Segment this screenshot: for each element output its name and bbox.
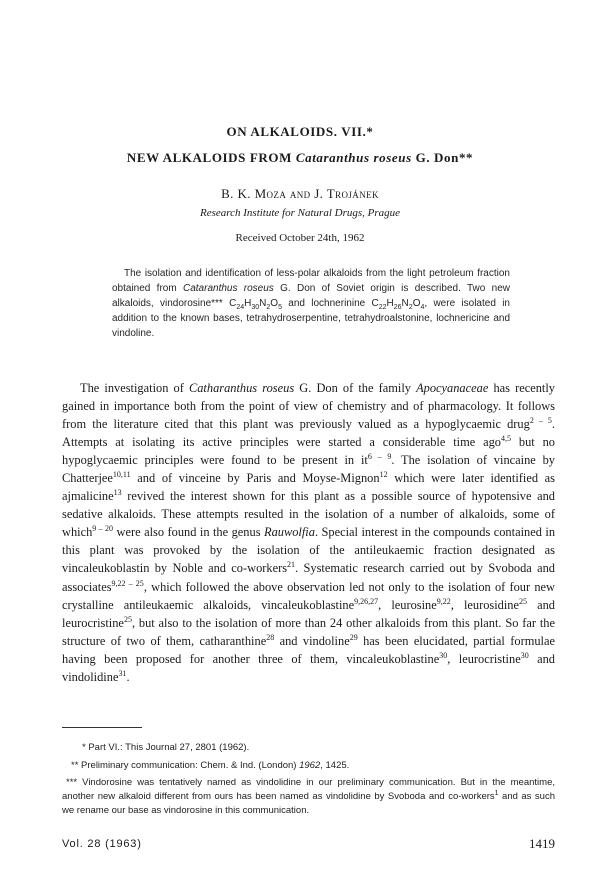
- title-author: G. Don**: [411, 150, 474, 165]
- journal-volume: Vol. 28 (1963): [62, 838, 142, 850]
- authors: B. K. Moza and J. Trojánek: [221, 186, 379, 201]
- footnote-2: ** Preliminary communication: Chem. & Ind. (London) 1962, 1425.: [71, 760, 350, 771]
- title-species: Cataranthus roseus: [295, 150, 412, 165]
- received-date: Received October 24th, 1962: [235, 232, 365, 244]
- abstract: The isolation and identification of less-polar alkaloids from the light petroleum fraction obtained from Cataranthus roseus G. Don of Soviet origin is described. Two new alkaloids, vindorosine*** $C_{24}H_{30}N_2O_5$ and lochnerinine $C_{22}H_{26}N_2O_4$, were isolated in addition to the known bases, tetrahydroserpentine, tetrahydroalstonine, lochnericine and vindoline.: [112, 268, 510, 339]
- footnote-1: * Part VI.: This Journal 27, 2801 (1962).: [82, 742, 250, 753]
- footnote-divider: [62, 727, 142, 728]
- title-prefix: NEW ALKALOIDS FROM: [126, 150, 296, 165]
- article-title-series: ON ALKALOIDS. VII.*: [226, 124, 374, 139]
- institution: Research Institute for Natural Drugs, Prague: [199, 207, 401, 219]
- body-paragraph: The investigation of Catharanthus roseus G. Don of the family Apocyanaceae has recently gained in importance both from the point of view of chemistry and of pharmacology. It follows from the literature cited that this plant was previously valued as a hypoglycaemic drug$^{2 - 5}$. Attempts at isolating its active principles were started a considerable time ago$^{4,5}$ but no hypoglycaemic principles were found to be present in $it^{6 - 9}$. The isolation of vincaine by Chatterjee$^{10,11}$ and of vinceine by Paris and Moyse-Mignon$^{12}$ which were later identified as ajmalicine$^{13}$ revived the interest shown for this plant as a possible source of hypotensive and sedative alkaloids. These attempts resulted in the isolation of a number of alkaloids, some of which$^{9 - 20}$ were also found in the genus Rauwolfia. Special interest in the compounds contained in this plant was provoked by the isolation of the antileukaemic fraction designated as vincaleukoblastin by Noble and co-workers$^{21}$. Systematic research carried out by Svoboda and associates$^{9,22 - 25}$, which followed the above observation led not only to the isolation of four new crystalline antileukaemic alkaloids, vincaleukoblastine$^{9,26,27}$, leurosine$^{9,22}$, leurosidine$^{25}$ and leurocristine$^{25}$, but also to the isolation of more than 24 other alkaloids from this plant. So far the structure of two of them, catharanthine$^{28}$ and vindoline$^{29}$ has been elucidated, partial formulae having been proposed for another three of them, vincaleukoblastine$^{30}$, leurocristine$^{30}$ and vindolidine$^{31}$.: [62, 381, 556, 684]
- article-title: [0, 150, 600, 166]
- page-number: 1419: [529, 836, 555, 851]
- footnote-3: *** Vindorosine was tentatively named as vindolidine in our preliminary communication. But in the meantime, another new alkaloid different from ours has been named as vindolidine by Svoboda and co-workers$^1$ and as such we rename our base as vindorosine in this communication.: [62, 777, 555, 816]
